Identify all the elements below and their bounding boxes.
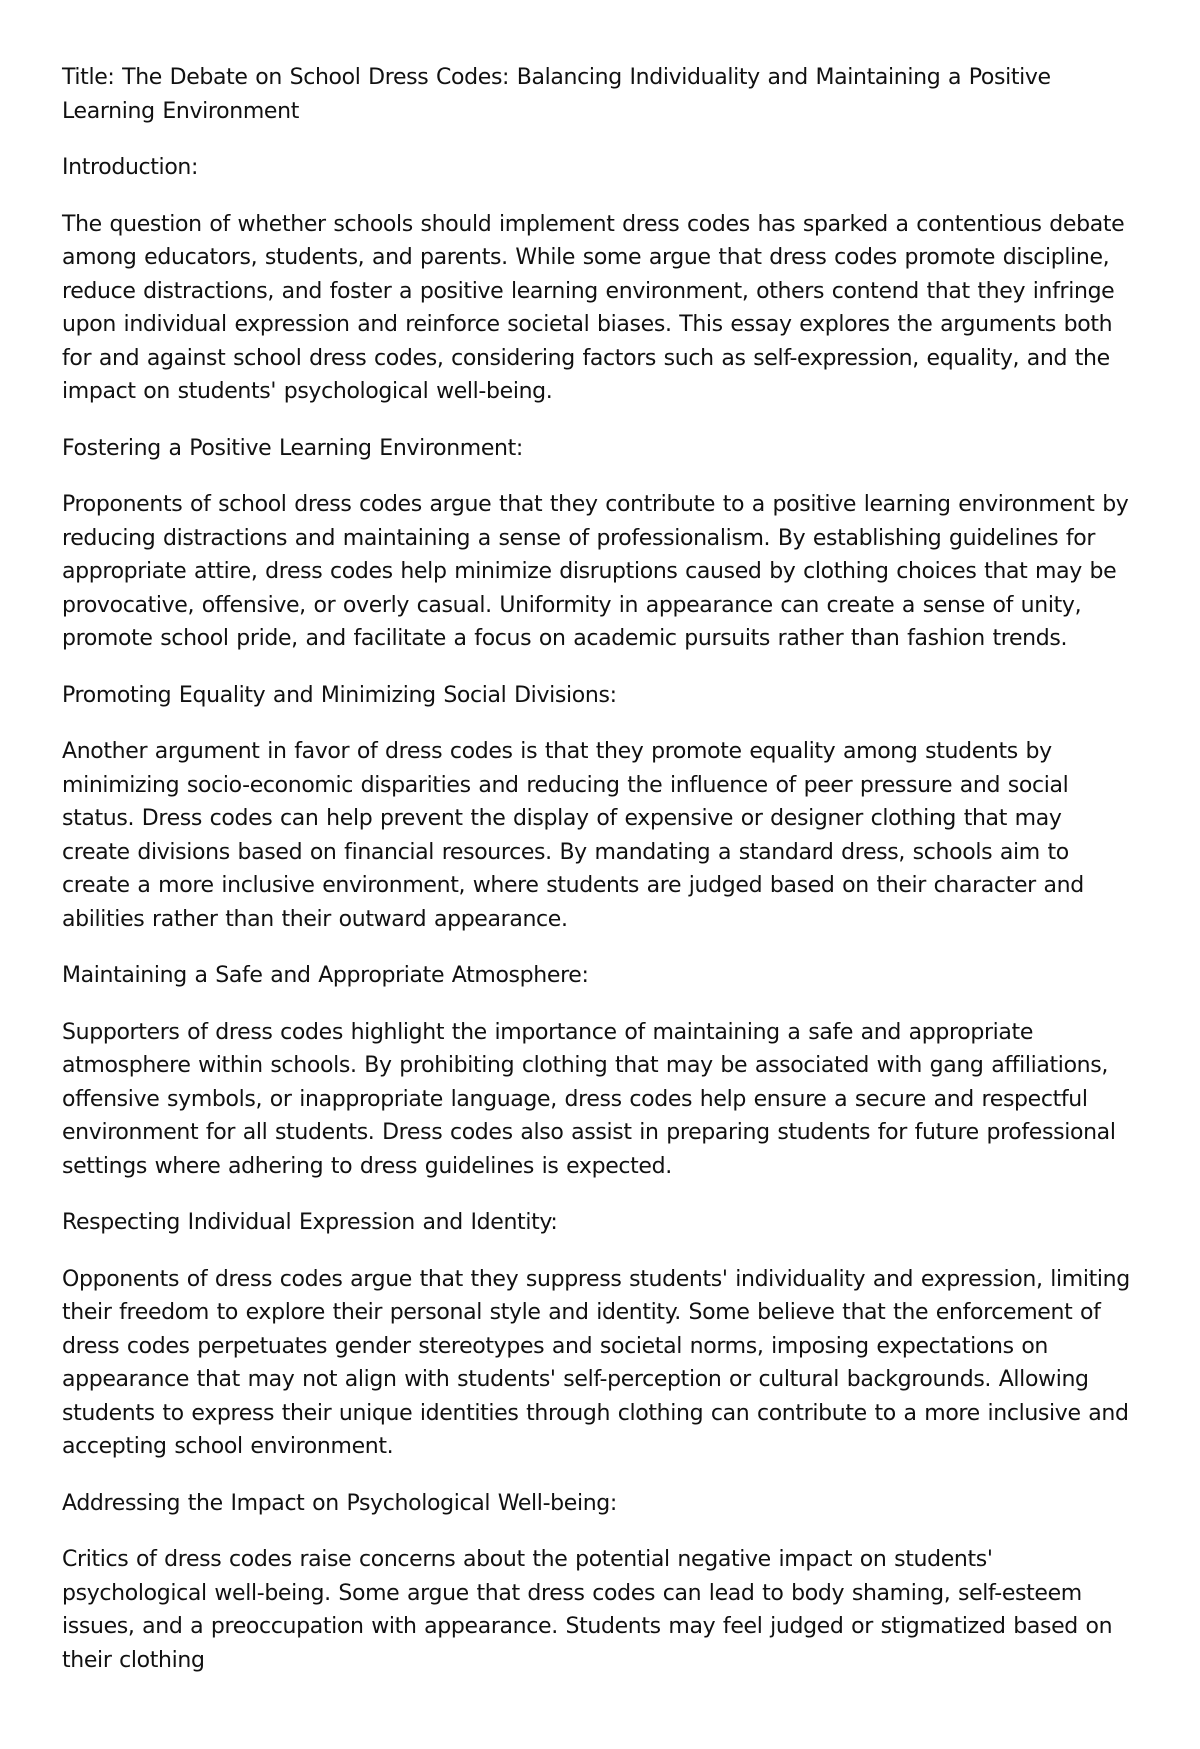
document-title: Title: The Debate on School Dress Codes: Balancing Individuality and Maintaining a Positive Learning Environment: [62, 65, 1051, 124]
section-heading-psychological-wellbeing: Addressing the Impact on Psychological Well-being:: [62, 1490, 617, 1516]
section-heading-individual-expression: Respecting Individual Expression and Identity:: [62, 1210, 558, 1235]
section-heading-equality: Promoting Equality and Minimizing Social Divisions:: [62, 682, 617, 708]
section-body-positive-learning: Proponents of school dress codes argue that they contribute to a positive learning environment by reducing distractions and maintaining a sense of professionalism. By establishing guidelines for appropriate attire, dress codes help minimize disruptions caused by clothing choices that may be provocative, offensive, or overly casual. Uniformity in appearance can create a sense of unity, promote school pride, and facilitate a focus on academic pursuits rather than fashion trends.: [62, 492, 1129, 651]
section-body-individual-expression: Opponents of dress codes argue that they suppress students' individuality and expression, limiting their freedom to explore their personal style and identity. Some believe that the enforcement of dress codes perpetuates gender stereotypes and societal norms, imposing expectations on appearance that may not align with students' self-perception or cultural backgrounds. Allowing students to express their unique identities through clothing can contribute to a more inclusive and accepting school environment.: [62, 1266, 1130, 1459]
section-heading-safe-atmosphere: Maintaining a Safe and Appropriate Atmosphere:: [62, 963, 589, 988]
section-body-safe-atmosphere: Supporters of dress codes highlight the importance of maintaining a safe and appropriate atmosphere within schools. By prohibiting clothing that may be associated with gang affiliations, offensive symbols, or inappropriate language, dress codes help ensure a secure and respectful environment for all students. Dress codes also assist in preparing students for future professional settings where adhering to dress guidelines is expected.: [62, 1019, 1116, 1179]
section-body-introduction: The question of whether schools should implement dress codes has sparked a contentious debate among educators, students, and parents. While some argue that dress codes promote discipline, reduce distractions, and foster a positive learning environment, others contend that they infringe upon individual expression and reinforce societal biases. This essay explores the arguments both for and against school dress codes, considering factors such as self-expression, equality, and the impact on students' psychological well-being.: [62, 211, 1125, 404]
section-heading-introduction: Introduction:: [62, 155, 199, 180]
section-body-equality: Another argument in favor of dress codes is that they promote equality among students by minimizing socio-economic disparities and reducing the influence of peer pressure and social status. Dress codes can help prevent the display of expensive or designer clothing that may create divisions based on financial resources. By mandating a standard dress, schools aim to create a more inclusive environment, where students are judged based on their character and abilities rather than their outward appearance.: [62, 739, 1084, 932]
section-heading-positive-learning: Fostering a Positive Learning Environment:: [62, 435, 523, 461]
section-body-psychological-wellbeing: Critics of dress codes raise concerns about the potential negative impact on students' psychological well-being. Some argue that dress codes can lead to body shaming, self-esteem issues, and a preoccupation with appearance. Students may feel judged or stigmatized based on their clothing: [62, 1547, 1113, 1673]
